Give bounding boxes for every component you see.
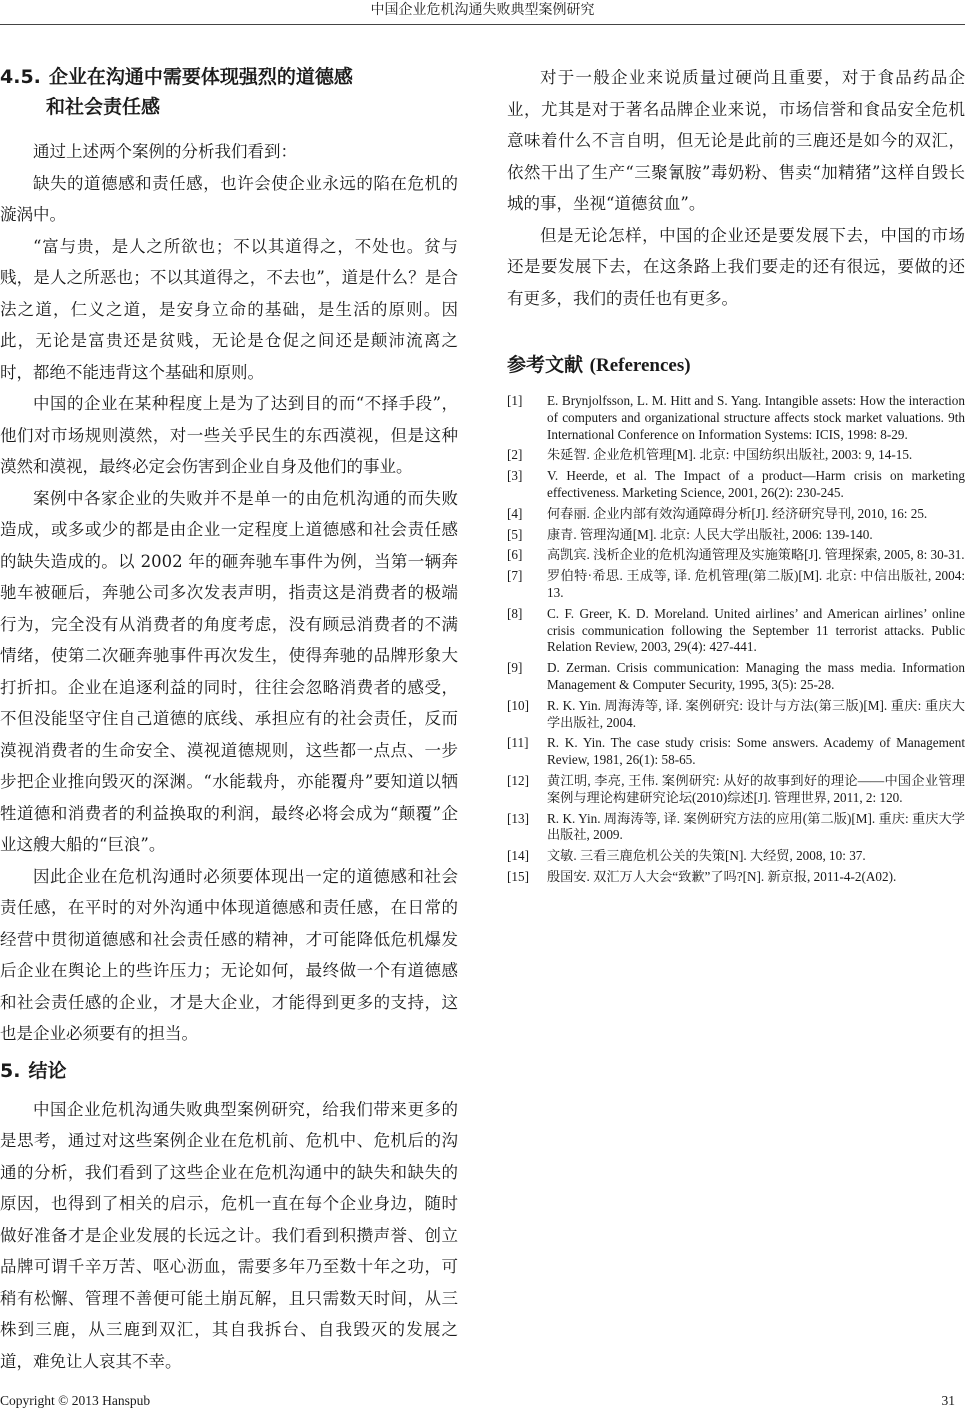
section-4-5-number: 4.5. xyxy=(0,66,41,88)
reference-number: [14] xyxy=(507,848,529,864)
reference-text: D. Zerman. Crisis communication: Managing the mass media. Information Management & Computer Security, 1995, 3(5): 25-28. xyxy=(547,660,965,692)
reference-item xyxy=(507,811,965,845)
reference-number: [6] xyxy=(507,547,523,563)
reference-item xyxy=(507,527,965,544)
reference-text: 文敏. 三看三鹿危机公关的失策[N]. 大经贸, 2008, 10: 37. xyxy=(547,848,866,864)
page-number: 31 xyxy=(941,1393,955,1408)
reference-item xyxy=(507,773,965,807)
reference-number: [7] xyxy=(507,568,523,584)
reference-item xyxy=(507,468,965,502)
reference-item xyxy=(507,848,965,865)
reference-number: [9] xyxy=(507,660,523,676)
reference-number: [10] xyxy=(507,697,529,713)
section-5-title: 结论 xyxy=(28,1059,67,1082)
section-4-5-title-line2: 和社会责任感 xyxy=(46,96,161,118)
section-5-paragraph: 对于一般企业来说质量过硬尚且重要，对于食品药品企业，尤其是对于著名品牌企业来说，市场信誉和食品安全危机意味着什么不言自明，但无论是此前的三鹿还是如今的双汇，依然干出了生产“三聚氰胺”毒奶粉、售卖“加精猪”这样自毁长城的事，坐视“道德贫血”。 xyxy=(507,68,965,213)
references-heading xyxy=(507,350,965,381)
copyright-notice: Copyright © 2013 Hanspub xyxy=(0,1393,151,1408)
references-title-en: (References) xyxy=(589,355,691,376)
reference-text: 黄江明, 李亮, 王伟. 案例研究: 从好的故事到好的理论——中国企业管理案例与理论构建研究论坛(2010)综述[J]. 管理世界, 2011, 2: 120. xyxy=(547,772,965,805)
reference-item xyxy=(507,869,965,886)
running-header: 中国企业危机沟通失败典型案例研究 xyxy=(370,2,595,18)
section-4-5-paragraph: “富与贵，是人之所欲也；不以其道得之，不处也。贫与贱，是人之所恶也；不以其道得之，不去也”，道是什么？是合法之道，仁义之道，是安身立命的基础，是生活的原则。因此，无论是富贵还是贫贱，无论是仓促之间还是颠沛流离之时，都绝不能违背这个基础和原则。 xyxy=(0,236,458,382)
reference-text: C. F. Greer, K. D. Moreland. United airlines’ and American airlines’ online crisis communication following the September 11 terrorist attacks. Public Relation Review, 2003, 29(4): 427-441. xyxy=(547,605,965,655)
reference-text: 康青. 管理沟通[M]. 北京: 人民大学出版社, 2006: 139-140. xyxy=(547,526,873,542)
section-4-5-paragraph: 缺失的道德感和责任感，也许会使企业永远的陷在危机的漩涡中。 xyxy=(0,173,458,224)
section-4-5-paragraph: 案例中各家企业的失败并不是单一的由危机沟通的而失败造成，或多或少的都是由企业一定程度上道德感和社会责任感的缺失造成的。以 2002 年的砸奔驰车事件为例，当第一辆奔驰车被砸后，奔驰公司多次发表声明，指责这是消费者的极端行为，完全没有从消费者的角度考虑，没有顾忌消费者的不满情绪，使第二次砸奔驰事件再次发生，使得奔驰的品牌形象大打折扣。企业在追逐利益的同时，往往会忽略消费者的感受，不但没能坚守住自己道德的底线、承担应有的社会责任，反而漠视消费者的生命安全、漠视道德规则，这些都一点点、一步步把企业推向毁灭的深渊。“水能载舟，亦能覆舟”要知道以牺牲道德和消费者的利益换取的利润，最终必将会成为“颠覆”企业这艘大船的“巨浪”。 xyxy=(0,488,458,854)
section-5-paragraph: 但是无论怎样，中国的企业还是要发展下去，中国的市场还是要发展下去，在这条路上我们要走的还有很远，要做的还有更多，我们的责任也有更多。 xyxy=(507,225,965,308)
reference-text: 罗伯特·希思. 王成等, 译. 危机管理(第二版)[M]. 北京: 中信出版社, 2004: 13. xyxy=(547,568,965,600)
reference-number: [13] xyxy=(507,810,529,826)
section-4-5-title-line1: 企业在沟通中需要体现强烈的道德感 xyxy=(48,66,353,88)
reference-text: R. K. Yin. The case study crisis: Some answers. Academy of Management Review, 1981, 26(1): 58-65. xyxy=(547,735,965,768)
reference-item xyxy=(507,698,965,732)
section-5-paragraph: 中国企业危机沟通失败典型案例研究，给我们带来更多的是思考，通过对这些案例企业在危机前、危机中、危机后的沟通的分析，我们看到了这些企业在危机沟通中的缺失和缺失的原因，也得到了相关的启示，危机一直在每个企业身边，随时做好准备才是企业发展的长远之计。我们看到积攒声誉、创立品牌可谓千辛万苦、呕心沥血，需要多年乃至数十年之功，可稍有松懈、管理不善便可能土崩瓦解，且只需数天时间，从三株到三鹿，从三鹿到双汇，其自我拆台、自我毁灭的发展之道，难免让人哀其不幸。 xyxy=(0,1099,458,1371)
references-title-cn: 参考文献 xyxy=(507,354,584,376)
section-4-5-paragraph: 通过上述两个案例的分析我们看到： xyxy=(33,142,297,161)
reference-number: [5] xyxy=(507,526,523,542)
reference-text: 何春丽. 企业内部有效沟通障碍分析[J]. 经济研究导刊, 2010, 16: 25. xyxy=(547,505,928,521)
reference-item xyxy=(507,393,965,443)
reference-number: [1] xyxy=(507,393,523,408)
reference-item xyxy=(507,735,965,769)
reference-text: 高凯宾. 浅析企业的危机沟通管理及实施策略[J]. 管理探索, 2005, 8: 30-31. xyxy=(547,547,965,563)
reference-list xyxy=(507,393,965,886)
left-column xyxy=(0,62,458,1377)
section-5-heading xyxy=(0,1056,458,1086)
reference-number: [4] xyxy=(507,505,523,521)
reference-number: [2] xyxy=(507,447,523,463)
right-column xyxy=(507,62,965,890)
reference-number: [12] xyxy=(507,772,529,788)
reference-item xyxy=(507,660,965,694)
reference-text: R. K. Yin. 周海涛等, 译. 案例研究方法的应用(第二版)[M]. 重庆: 重庆大学出版社, 2009. xyxy=(547,810,965,843)
reference-text: 朱延智. 企业危机管理[M]. 北京: 中国纺织出版社, 2003: 9, 14-15. xyxy=(547,447,913,463)
section-5-number: 5. xyxy=(0,1059,21,1082)
reference-number: [3] xyxy=(507,468,523,484)
section-4-5-heading xyxy=(0,62,458,122)
section-4-5-paragraph: 因此企业在危机沟通时必须要体现出一定的道德感和社会责任感，在平时的对外沟通中体现道德感和责任感，在日常的经营中贯彻道德感和社会责任感的精神，才可能降低危机爆发后企业在舆论上的些许压力；无论如何，最终做一个有道德感和社会责任感的企业，才是大企业，才能得到更多的支持，这也是企业必须要有的担当。 xyxy=(0,866,458,1043)
section-4-5-paragraph: 中国的企业在某种程度上是为了达到目的而“不择手段”，他们对市场规则漠然，对一些关乎民生的东西漠视，但是这种漠然和漠视，最终必定会伤害到企业自身及他们的事业。 xyxy=(0,394,458,476)
header-divider xyxy=(0,24,965,25)
reference-number: [15] xyxy=(507,868,529,884)
reference-text: V. Heerde, et al. The Impact of a product—Harm crisis on marketing effectiveness. Marketing Science, 2001, 26(2): 230-245. xyxy=(547,468,965,500)
reference-item xyxy=(507,447,965,464)
reference-number: [11] xyxy=(507,735,529,751)
reference-text: E. Brynjolfsson, L. M. Hitt and S. Yang. Intangible assets: How the interaction of computers and organizational structure affects stock market valuations. 9th International Conference on Information Systems: ICIS, 1998: 8-29. xyxy=(547,393,965,442)
reference-text: 殷国安. 双汇万人大会“致歉”了吗?[N]. 新京报, 2011-4-2(A02). xyxy=(547,868,897,884)
reference-item xyxy=(507,606,965,656)
reference-number: [8] xyxy=(507,605,523,621)
reference-text: R. K. Yin. 周海涛等, 译. 案例研究: 设计与方法(第三版)[M]. 重庆: 重庆大学出版社, 2004. xyxy=(547,697,965,730)
reference-item xyxy=(507,547,965,564)
reference-item xyxy=(507,506,965,523)
reference-item xyxy=(507,568,965,602)
